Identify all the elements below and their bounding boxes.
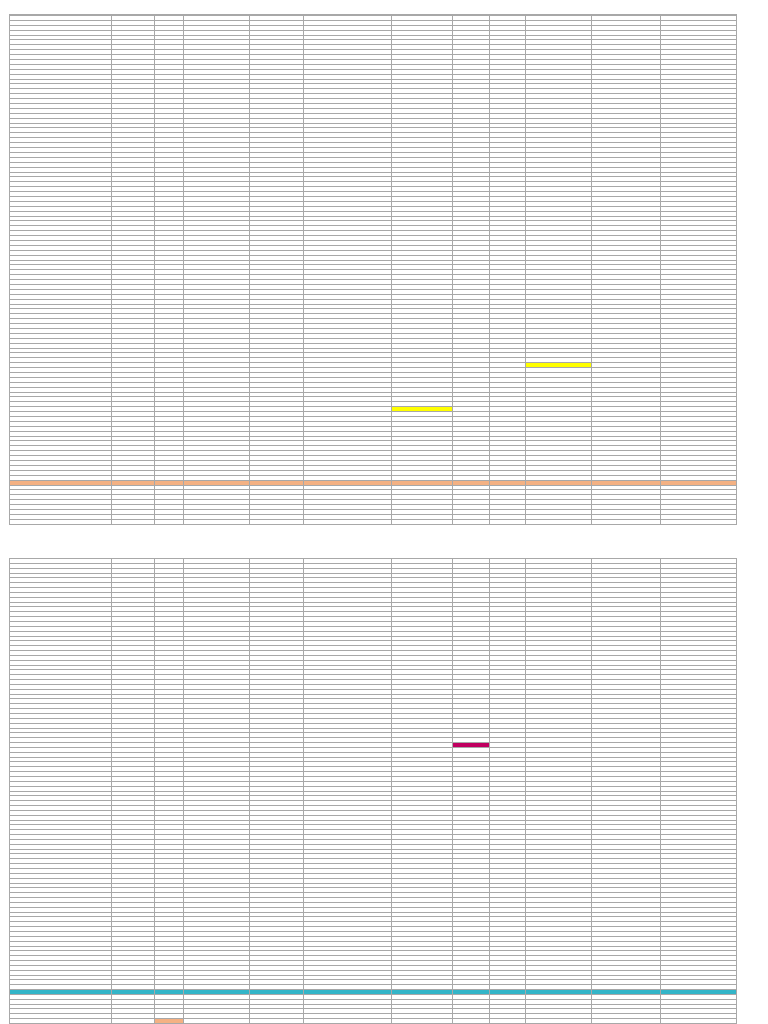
spreadsheet-page-2 [9, 558, 737, 1024]
table-cell [155, 519, 184, 524]
table-cell [391, 1019, 453, 1024]
data-table-page-2 [9, 558, 737, 1024]
table-cell [453, 1019, 489, 1024]
table-cell [304, 519, 391, 524]
table-cell [526, 519, 591, 524]
table-cell [591, 519, 660, 524]
table-row [10, 1019, 737, 1024]
table-cell [526, 1019, 591, 1024]
table-cell [660, 519, 736, 524]
table-cell [10, 519, 112, 524]
table-cell [304, 1019, 391, 1024]
spreadsheet-page-1 [9, 14, 737, 525]
table-cell [249, 1019, 304, 1024]
table-row [10, 519, 737, 524]
table-cell [111, 519, 155, 524]
table-cell [10, 1019, 112, 1024]
table-cell [489, 519, 525, 524]
table-cell [391, 519, 453, 524]
table-cell [660, 1019, 736, 1024]
table-cell [249, 519, 304, 524]
table-cell [184, 1019, 249, 1024]
table-cell [591, 1019, 660, 1024]
table-cell [155, 1019, 184, 1024]
table-cell [453, 519, 489, 524]
data-table-page-1 [9, 14, 737, 525]
table-cell [111, 1019, 155, 1024]
table-cell [184, 519, 249, 524]
table-cell [489, 1019, 525, 1024]
